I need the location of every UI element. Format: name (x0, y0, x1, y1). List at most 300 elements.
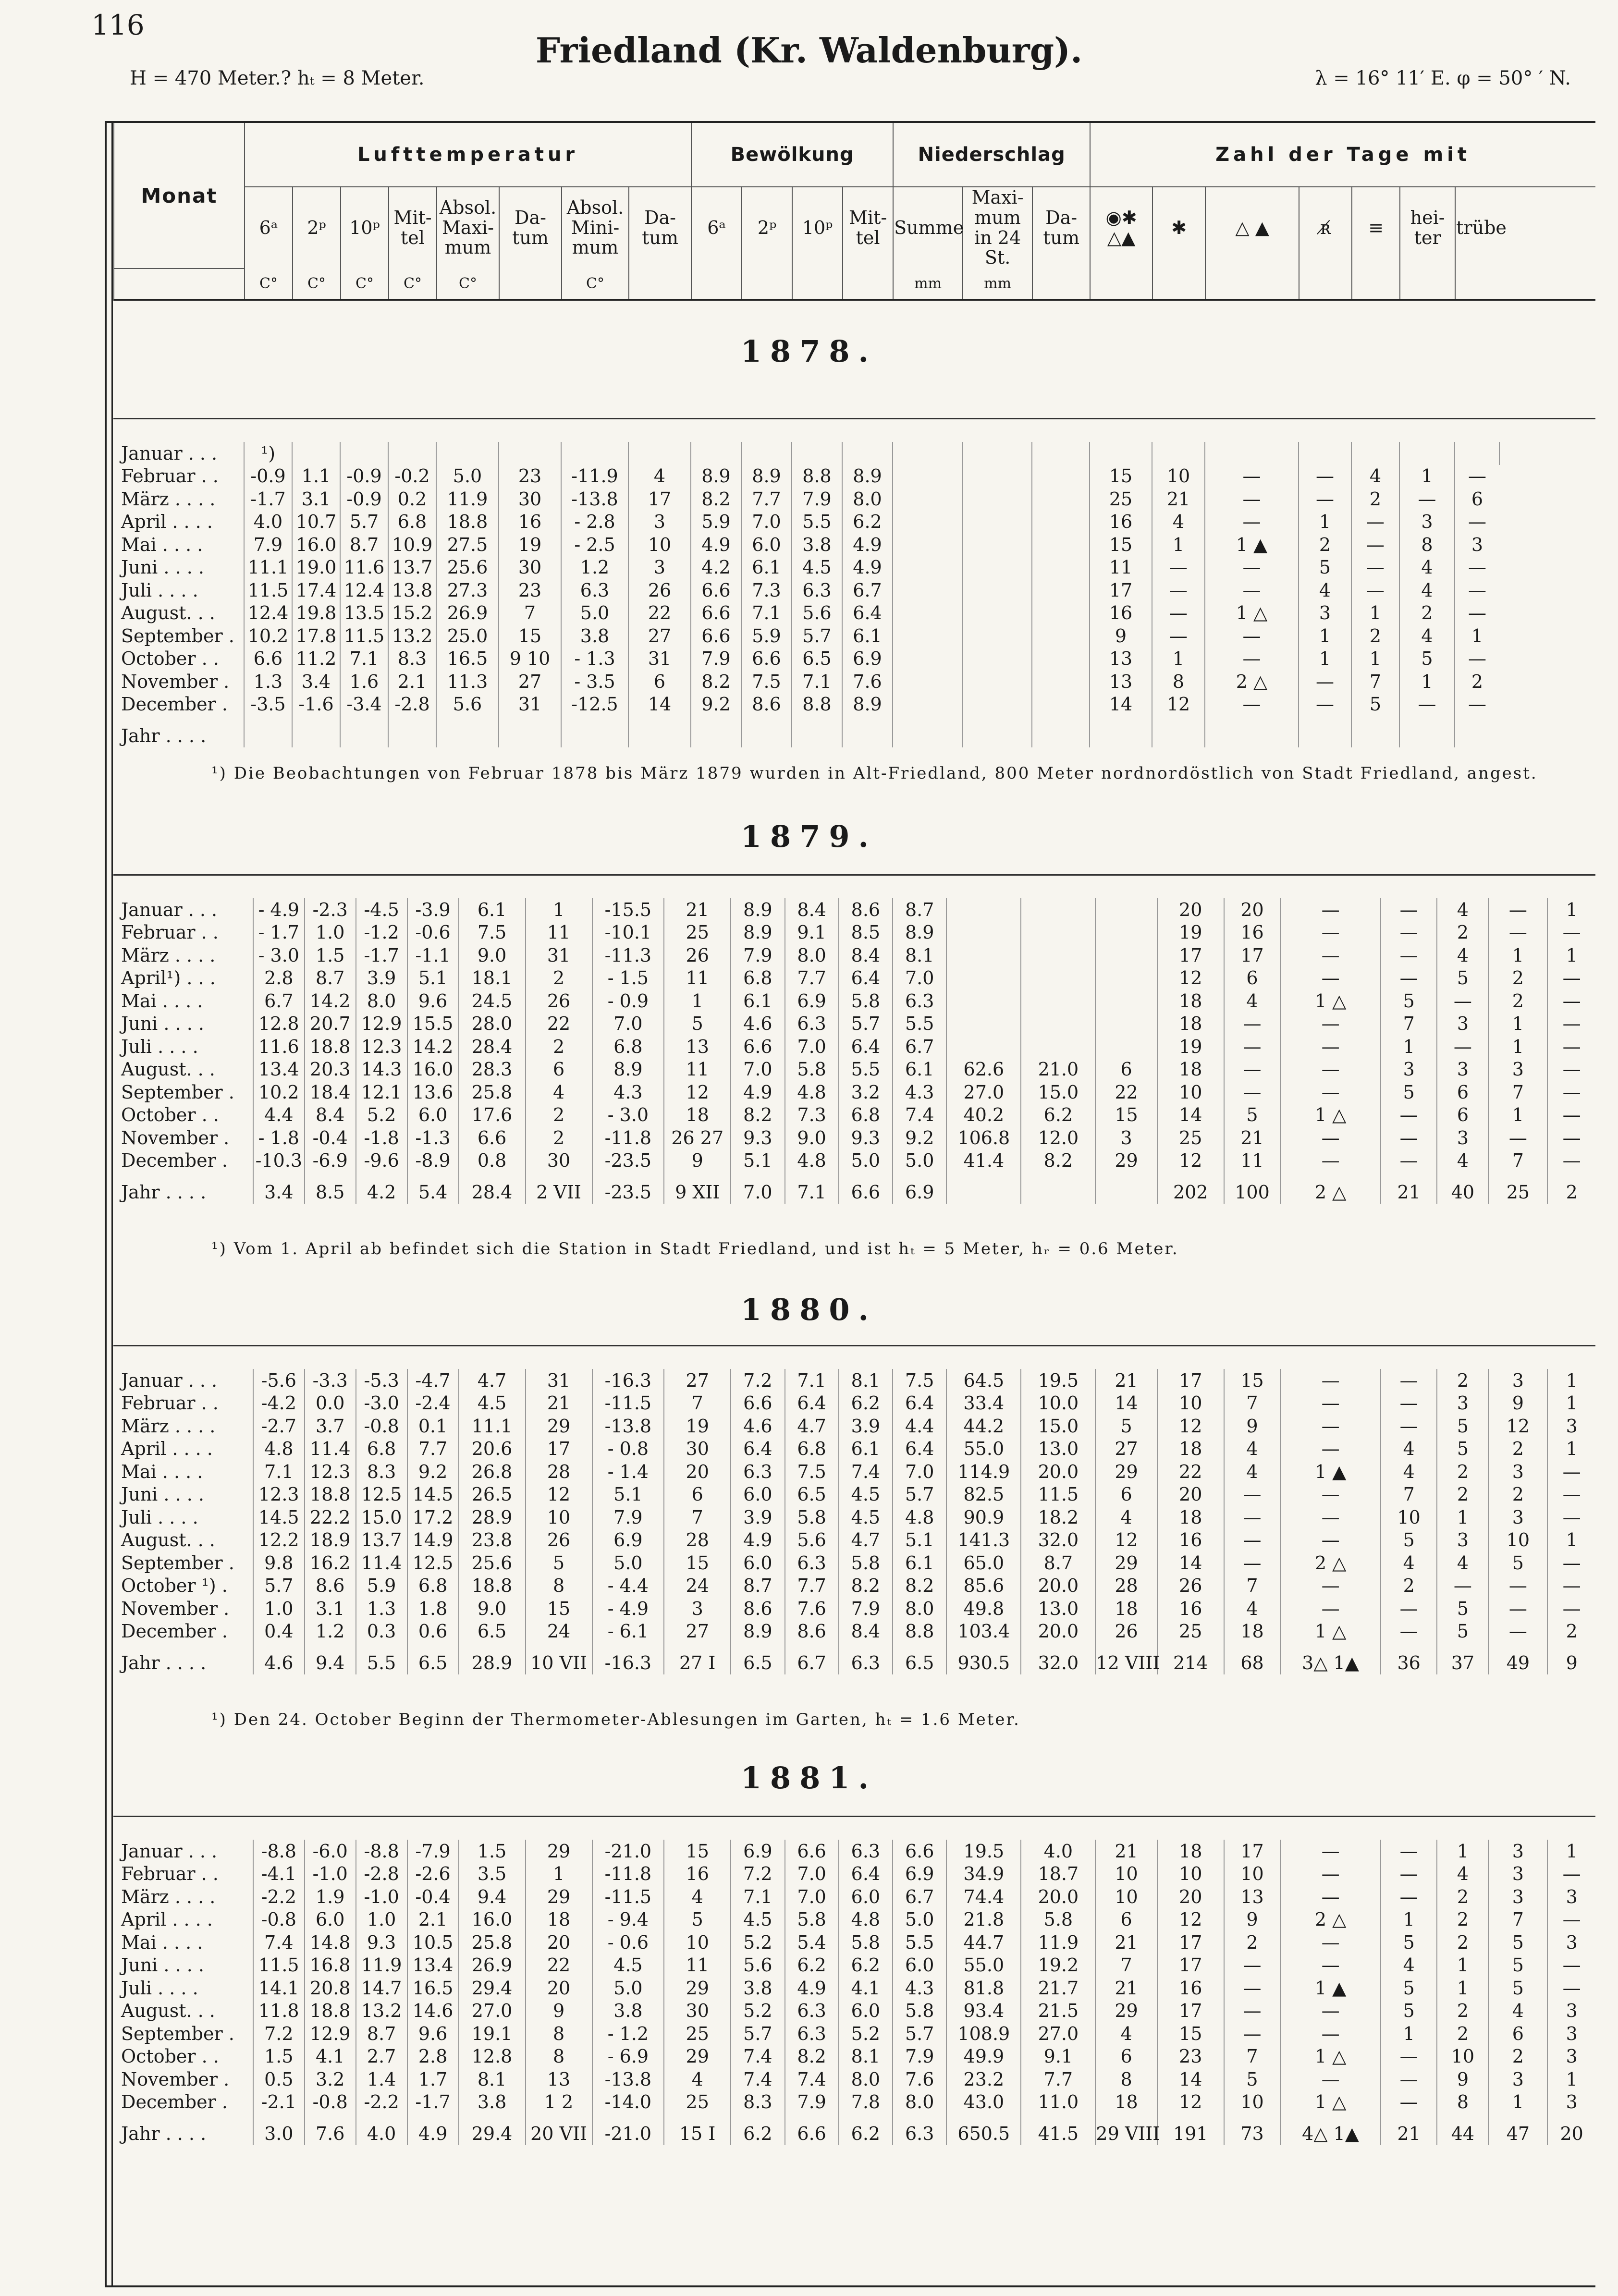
table-cell: 1 △ (1280, 1620, 1381, 1643)
table-cell: 8.9 (842, 465, 893, 488)
table-cell: 12.2 (253, 1529, 305, 1552)
table-cell: 27.3 (436, 579, 499, 602)
table-cell: — (1205, 693, 1299, 716)
table-cell: — (1351, 556, 1399, 579)
table-cell: 8.1 (839, 2045, 893, 2068)
table-cell: 6.7 (842, 579, 893, 602)
table-row (113, 1931, 1595, 1954)
table-cell: 9 (1437, 2068, 1488, 2091)
table-cell: 0.0 (305, 1392, 356, 1415)
table-cell (292, 716, 340, 747)
table-cell: 6 (1437, 1081, 1488, 1104)
month-label: December . (121, 2091, 228, 2113)
table-cell: 28.4 (459, 1035, 526, 1058)
table-cell: 17.6 (459, 1104, 526, 1127)
table-cell: 1 (1351, 647, 1399, 671)
month-label: Januar . . . (121, 1369, 218, 1391)
table-cell: 1 (1547, 944, 1595, 967)
table-cell: 7.4 (731, 2068, 784, 2091)
table-cell: 9.2 (407, 1460, 459, 1483)
table-cell: 1 (1381, 1035, 1437, 1058)
table-cell: - 2.5 (561, 533, 628, 556)
head-b6: 6ᵃ (691, 187, 742, 269)
table-cell: 18 (1095, 2091, 1157, 2114)
table-cell (436, 442, 499, 465)
table-cell: 27 (664, 1369, 731, 1392)
table-cell: 11.1 (244, 556, 292, 579)
month-label: Juni . . . . (121, 557, 204, 578)
table-cell: — (1455, 556, 1499, 579)
table-cell: 6.1 (842, 624, 893, 647)
table-cell: 65.0 (946, 1551, 1021, 1575)
table-cell: 100 (1224, 1172, 1281, 1204)
table-cell: — (1547, 1597, 1595, 1620)
table-cell: -21.0 (592, 1840, 664, 1863)
table-cell: 29 VIII (1095, 2113, 1157, 2145)
table-cell: 9 (526, 2000, 592, 2023)
table-cell: 8.5 (839, 921, 893, 944)
unit-t10: C° (341, 269, 389, 300)
table-cell: 15.0 (1021, 1081, 1095, 1104)
month-label: Januar . . . (121, 899, 218, 920)
section-rule (113, 1816, 1595, 1817)
table-cell: 0.8 (459, 1149, 526, 1172)
table-cell: -13.8 (592, 2068, 664, 2091)
table-cell: 18 (1157, 989, 1224, 1013)
table-cell: -9.6 (356, 1149, 407, 1172)
table-cell: 4 (1224, 1438, 1281, 1461)
table-cell: 8.2 (1021, 1149, 1095, 1172)
table-cell: 1 (1299, 511, 1351, 534)
table-cell: — (1351, 533, 1399, 556)
month-label: August. . . (121, 1529, 215, 1551)
table-cell: — (1280, 1438, 1381, 1461)
table-cell: — (1224, 2022, 1281, 2045)
table-cell: 20 (526, 1977, 592, 2000)
table-row (113, 602, 1595, 625)
table-cell: — (1381, 1597, 1437, 1620)
table-cell: 6.0 (893, 1954, 946, 1977)
month-label: October ¹) . (121, 1575, 228, 1597)
table-cell: 6.8 (388, 511, 436, 534)
table-cell: -0.8 (305, 2091, 356, 2114)
table-cell: 15 (1157, 2022, 1224, 2045)
table-cell (691, 716, 741, 747)
table-cell: 6.3 (561, 579, 628, 602)
table-cell: 8.2 (691, 670, 741, 693)
table-cell: 4.0 (356, 2113, 407, 2145)
table-cell: 28 (1095, 1575, 1157, 1598)
table-cell: 29 (526, 1840, 592, 1863)
table-cell: 11.5 (1021, 1483, 1095, 1506)
table-cell: 13 (1224, 1885, 1281, 1908)
table-cell: 5 (1437, 1620, 1488, 1643)
head-t10: 10ᵖ (341, 187, 389, 269)
table-row (113, 1438, 1595, 1461)
table-cell: — (1280, 1369, 1381, 1392)
table-cell (946, 967, 1021, 990)
table-cell: -4.5 (356, 898, 407, 921)
table-cell: 4.9 (731, 1081, 784, 1104)
table-cell: -2.6 (407, 1863, 459, 1886)
table-cell: 8.1 (459, 2068, 526, 2091)
table-cell: 3 (1547, 1885, 1595, 1908)
table-cell: 18 (1224, 1620, 1281, 1643)
month-label: Jahr . . . . (121, 725, 207, 746)
year-total-row (113, 1172, 1595, 1204)
table-cell: 3 (628, 556, 691, 579)
table-cell: 4.4 (893, 1415, 946, 1438)
table-cell: 1 △ (1280, 2091, 1381, 2114)
table-cell: 12 (1157, 1149, 1224, 1172)
table-cell: — (1547, 1081, 1595, 1104)
table-cell: 18.8 (305, 1035, 356, 1058)
table-cell: 7 (1224, 1392, 1281, 1415)
table-cell: -21.0 (592, 2113, 664, 2145)
table-cell (1299, 716, 1351, 747)
table-cell: 17 (1224, 944, 1281, 967)
table-cell: -8.8 (253, 1840, 305, 1863)
year-total-row (113, 1643, 1595, 1674)
table-cell (1152, 716, 1205, 747)
table-cell (1095, 1013, 1157, 1036)
table-cell: 5.9 (691, 511, 741, 534)
table-cell: 9.2 (893, 1126, 946, 1149)
table-cell: -0.8 (356, 1415, 407, 1438)
table-cell (741, 716, 792, 747)
table-cell: 4 (1399, 624, 1455, 647)
table-cell: 14.6 (407, 2000, 459, 2023)
table-cell: 3 (1488, 1369, 1547, 1392)
table-cell: 15 (1090, 533, 1152, 556)
table-cell: - 0.8 (592, 1438, 664, 1461)
table-cell: 16.8 (305, 1954, 356, 1977)
head-datum3: Da- tum (1032, 187, 1090, 269)
table-cell: 10.2 (244, 624, 292, 647)
table-cell (1032, 511, 1090, 534)
table-cell: -4.2 (253, 1392, 305, 1415)
table-cell: 7 (664, 1506, 731, 1529)
table-cell: — (1280, 1529, 1381, 1552)
table-cell: 11.5 (253, 1954, 305, 1977)
table-cell: 5 (1381, 1931, 1437, 1954)
table-cell: 6.6 (244, 647, 292, 671)
table-cell: 10 (1437, 2045, 1488, 2068)
table-cell: 7.0 (785, 1035, 839, 1058)
table-cell: 16 (1157, 1977, 1224, 2000)
table-row (113, 442, 1595, 465)
table-cell (962, 442, 1032, 465)
table-cell: 27.0 (1021, 2022, 1095, 2045)
table-cell: 14.9 (407, 1529, 459, 1552)
table-cell (1095, 1035, 1157, 1058)
table-cell: 1 (664, 989, 731, 1013)
table-cell: 6 (1224, 967, 1281, 990)
table-cell: — (1224, 1013, 1281, 1036)
table-cell: 3 (1488, 1058, 1547, 1081)
table-cell: 7 (1488, 1149, 1547, 1172)
table-cell: 2 (1437, 1908, 1488, 1931)
table-cell: 4 (1437, 898, 1488, 921)
table-cell: -0.4 (407, 1885, 459, 1908)
table-cell: 8.8 (792, 693, 842, 716)
table-cell: 9 (1224, 1415, 1281, 1438)
table-cell: 8.2 (785, 2045, 839, 2068)
table-cell: 18.8 (459, 1575, 526, 1598)
table-cell: 5 (1488, 1977, 1547, 2000)
head-z6: hei- ter (1400, 187, 1455, 269)
table-cell: 14.8 (305, 1931, 356, 1954)
table-cell (1351, 442, 1399, 465)
table-cell: 29.4 (459, 2113, 526, 2145)
table-cell: 2 (526, 1104, 592, 1127)
table-cell: — (1547, 1551, 1595, 1575)
table-cell: - 3.0 (253, 944, 305, 967)
table-cell: -11.5 (592, 1885, 664, 1908)
table-cell (1095, 989, 1157, 1013)
table-cell: 7.0 (731, 1172, 784, 1204)
table-cell: 25 (664, 2022, 731, 2045)
table-cell: 5.0 (592, 1977, 664, 2000)
table-cell: 7 (499, 602, 561, 625)
table-cell: 8.3 (731, 2091, 784, 2114)
table-cell: 1.0 (305, 921, 356, 944)
table-cell: 5 (664, 1013, 731, 1036)
table-cell: 6.1 (459, 898, 526, 921)
month-label: Mai . . . . (121, 990, 203, 1012)
table-cell: 8.9 (731, 1620, 784, 1643)
table-cell: — (1455, 693, 1499, 716)
table-cell: 21.5 (1021, 2000, 1095, 2023)
table-cell: 14.2 (407, 1035, 459, 1058)
table-cell (1455, 716, 1499, 747)
table-cell: 29 (1095, 2000, 1157, 2023)
table-cell: 1 △ (1280, 1104, 1381, 1127)
table-cell: 18.1 (459, 967, 526, 990)
table-cell: 4 (1381, 1954, 1437, 1977)
table-cell: - 0.6 (592, 1931, 664, 1954)
table-cell: 1 2 (526, 2091, 592, 2114)
table-cell: 6.6 (691, 602, 741, 625)
table-cell: 25 (1488, 1172, 1547, 1204)
table-cell: 13.5 (340, 602, 388, 625)
table-cell: 4.7 (785, 1415, 839, 1438)
table-cell: 44.7 (946, 1931, 1021, 1954)
table-cell: 9.2 (691, 693, 741, 716)
table-cell: 5.8 (839, 989, 893, 1013)
table-cell: 14 (1157, 1551, 1224, 1575)
table-cell: 7 (664, 1392, 731, 1415)
table-cell: 3.2 (839, 1081, 893, 1104)
table-cell: 1 (1299, 624, 1351, 647)
table-cell (946, 944, 1021, 967)
month-label: Februar . . (121, 465, 219, 487)
table-row (113, 533, 1595, 556)
table-cell: — (1280, 1058, 1381, 1081)
table-cell: -5.6 (253, 1369, 305, 1392)
table-cell (893, 647, 962, 671)
table-cell: 1 (1299, 647, 1351, 671)
table-row (113, 1035, 1595, 1058)
table-cell: 7.6 (842, 670, 893, 693)
table-cell: 15.0 (356, 1506, 407, 1529)
table-cell: 22 (628, 602, 691, 625)
table-cell: 1 ▲ (1205, 533, 1299, 556)
table-cell: 21.7 (1021, 1977, 1095, 2000)
table-cell: 10 VII (526, 1643, 592, 1674)
table-cell: 26 27 (664, 1126, 731, 1149)
table-cell (1095, 967, 1157, 990)
header-monat: Monat (114, 123, 245, 269)
table-cell: 5.2 (731, 2000, 784, 2023)
table-cell: 6.5 (459, 1620, 526, 1643)
table-cell: 650.5 (946, 2113, 1021, 2145)
table-cell: - 1.2 (592, 2022, 664, 2045)
table-cell: 4.5 (839, 1506, 893, 1529)
table-cell (1021, 1172, 1095, 1204)
table-cell: 3 (1455, 533, 1499, 556)
table-cell: 1.3 (244, 670, 292, 693)
table-cell: 25 (1157, 1126, 1224, 1149)
table-cell: 13.7 (356, 1529, 407, 1552)
table-cell: 7.9 (893, 2045, 946, 2068)
table-cell: 81.8 (946, 1977, 1021, 2000)
table-cell: 21 (526, 1392, 592, 1415)
table-cell: 1 (526, 898, 592, 921)
table-cell: 6 (1488, 2022, 1547, 2045)
table-cell: 29 (664, 2045, 731, 2068)
table-row (113, 1977, 1595, 2000)
table-cell: 5.0 (592, 1551, 664, 1575)
table-cell: 9.1 (1021, 2045, 1095, 2068)
table-cell: 23.8 (459, 1529, 526, 1552)
table-cell (962, 602, 1032, 625)
table-cell: 6.9 (842, 647, 893, 671)
table-cell: 5 (1381, 2000, 1437, 2023)
table-cell: — (1280, 1931, 1381, 1954)
table-cell: 14.5 (253, 1506, 305, 1529)
head-z7: trübe (1455, 187, 1500, 269)
table-cell: -0.2 (388, 465, 436, 488)
table-cell: 8.9 (893, 921, 946, 944)
table-cell: 5.5 (893, 1931, 946, 1954)
table-cell: 41.5 (1021, 2113, 1095, 2145)
table-cell: 25 (1090, 488, 1152, 511)
table-cell: 12.9 (356, 1013, 407, 1036)
table-cell: -13.8 (561, 488, 628, 511)
table-cell: 1 (1152, 533, 1205, 556)
table-cell (842, 716, 893, 747)
table-cell: 7.9 (691, 647, 741, 671)
table-cell: 8.6 (305, 1575, 356, 1598)
table-cell: 10 (526, 1506, 592, 1529)
table-cell: 5.8 (839, 1551, 893, 1575)
table-cell: 6.6 (731, 1392, 784, 1415)
table-cell: 1.0 (253, 1597, 305, 1620)
table-cell: 1.0 (356, 1908, 407, 1931)
table-cell: 6.8 (407, 1575, 459, 1598)
table-cell: -11.8 (592, 1126, 664, 1149)
table-cell: 14.5 (407, 1483, 459, 1506)
table-cell: 10.5 (407, 1931, 459, 1954)
table-cell: 6.4 (839, 967, 893, 990)
table-cell: 25 (664, 921, 731, 944)
table-cell: 28 (664, 1529, 731, 1552)
table-cell: -3.4 (340, 693, 388, 716)
table-cell: 6.4 (785, 1392, 839, 1415)
table-cell (1032, 556, 1090, 579)
table-cell: 1 (1547, 1529, 1595, 1552)
table-cell: 8.7 (731, 1575, 784, 1598)
table-cell: 14.3 (356, 1058, 407, 1081)
month-label: Januar . . . (121, 442, 218, 464)
table-cell: 32.0 (1021, 1529, 1095, 1552)
table-cell: -11.3 (592, 944, 664, 967)
table-cell: 5.1 (731, 1149, 784, 1172)
table-cell: 6.9 (893, 1863, 946, 1886)
table-cell: — (1224, 1551, 1281, 1575)
month-label: Juli . . . . (121, 1977, 198, 1999)
table-cell: 7.1 (792, 670, 842, 693)
table-cell: 9.3 (839, 1126, 893, 1149)
table-cell: — (1547, 1460, 1595, 1483)
table-cell: — (1224, 1529, 1281, 1552)
table-cell: 5.1 (592, 1483, 664, 1506)
table-cell: 16.5 (436, 647, 499, 671)
head-datum2: Da- tum (629, 187, 691, 269)
table-cell: 1.2 (305, 1620, 356, 1643)
month-label: März . . . . (121, 944, 216, 966)
table-cell: 34.9 (946, 1863, 1021, 1886)
table-cell: 10 (1488, 1529, 1547, 1552)
month-label: Juli . . . . (121, 1036, 198, 1057)
table-cell: 1.5 (253, 2045, 305, 2068)
table-cell: 4 (1381, 1551, 1437, 1575)
table-cell: 14 (1095, 1392, 1157, 1415)
head-b10: 10ᵖ (792, 187, 843, 269)
table-cell (893, 716, 962, 747)
table-cell: 15 (499, 624, 561, 647)
table-cell: 11 (664, 1954, 731, 1977)
table-cell: 12 (664, 1081, 731, 1104)
table-cell: 8 (1399, 533, 1455, 556)
table-row (113, 1126, 1595, 1149)
table-cell: 4 (1224, 1460, 1281, 1483)
table-cell: 6.2 (842, 511, 893, 534)
table-cell: 5.5 (792, 511, 842, 534)
table-cell: 16 (1090, 602, 1152, 625)
table-cell: 2 (1437, 1369, 1488, 1392)
table-cell: 8.9 (731, 921, 784, 944)
table-cell: 12.4 (340, 579, 388, 602)
table-cell: 27.5 (436, 533, 499, 556)
table-cell: 3 (1547, 2045, 1595, 2068)
table-cell: 6.8 (731, 967, 784, 990)
table-cell: 13.8 (388, 579, 436, 602)
table-cell: 1 △ (1280, 989, 1381, 1013)
table-cell: 3 (1547, 1415, 1595, 1438)
table-cell: 4.5 (839, 1483, 893, 1506)
table-cell: 1 (1351, 602, 1399, 625)
table-cell: 3 (1095, 1126, 1157, 1149)
table-cell (1032, 693, 1090, 716)
table-cell: 1 (1381, 1908, 1437, 1931)
table-cell: 5.7 (253, 1575, 305, 1598)
table-cell: 7.4 (253, 1931, 305, 1954)
table-cell: 47 (1488, 2113, 1547, 2145)
table-row (113, 647, 1595, 671)
table-cell: — (1547, 967, 1595, 990)
